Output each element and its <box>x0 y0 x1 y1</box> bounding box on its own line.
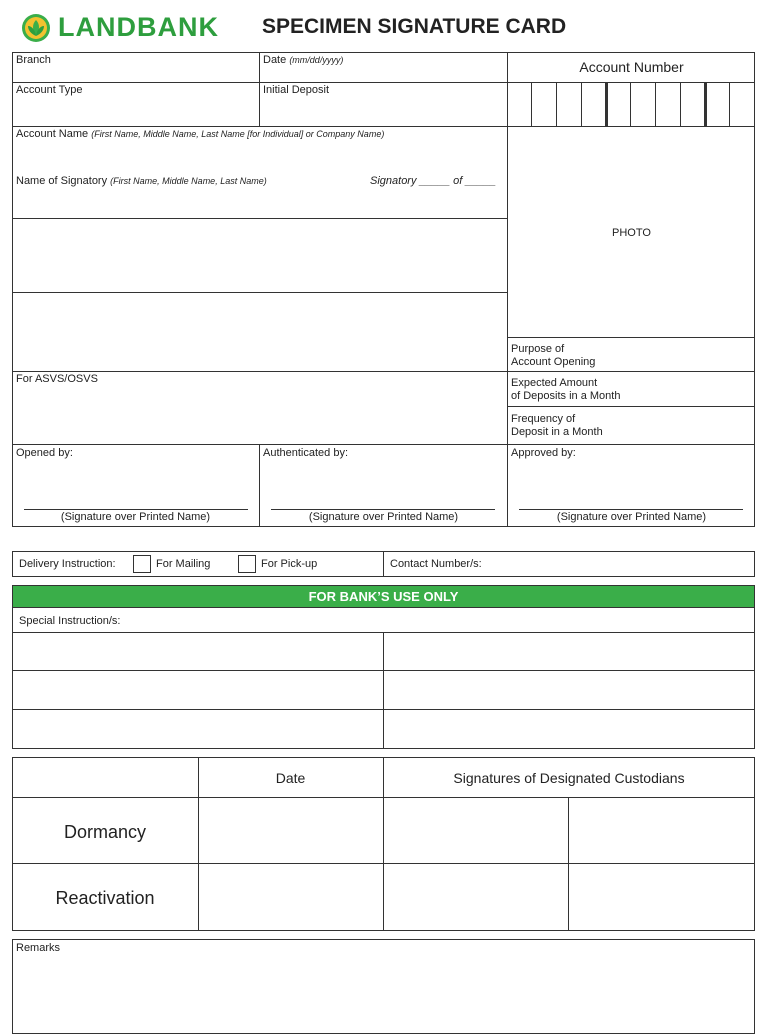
landbank-logo <box>20 12 240 44</box>
photo-placeholder: PHOTO <box>612 227 651 239</box>
delivery-instruction-label: Delivery Instruction: <box>19 558 116 570</box>
for-pickup-label: For Pick-up <box>261 558 318 570</box>
approved-by-caption: (Signature over Printed Name) <box>556 511 707 523</box>
date-field[interactable] <box>263 54 343 67</box>
for-pickup-checkbox[interactable] <box>238 555 256 573</box>
account-number-boxes[interactable] <box>508 82 755 126</box>
reactivation-label: Reactivation <box>55 888 155 908</box>
initial-deposit-field[interactable]: Initial Deposit <box>263 84 330 96</box>
special-instruction-label: Special Instruction/s: <box>19 615 121 627</box>
approved-by-label: Approved by: <box>511 447 576 459</box>
page-title: SPECIMEN SIGNATURE CARD <box>262 15 567 38</box>
frequency-line-1: Frequency of <box>511 413 576 425</box>
account-type-field[interactable]: Account Type <box>16 84 83 96</box>
signature-box-2[interactable] <box>13 293 507 371</box>
reactivation-date-cell[interactable] <box>199 864 383 930</box>
dormancy-label: Dormancy <box>63 822 147 842</box>
brand-wordmark: LANDBANK <box>58 12 219 42</box>
opened-by-caption: (Signature over Printed Name) <box>60 511 211 523</box>
branch-field[interactable]: Branch <box>16 54 51 66</box>
date-label: Date <box>263 54 287 66</box>
purpose-line-2: Account Opening <box>511 356 596 368</box>
account-name-field[interactable] <box>16 128 384 141</box>
expected-amount-field[interactable] <box>511 377 620 403</box>
signatory-count[interactable]: Signatory _____ of _____ <box>370 175 496 187</box>
date-hint: (mm/dd/yyyy) <box>289 55 344 65</box>
dormancy-date-cell[interactable] <box>199 798 383 863</box>
frequency-field[interactable] <box>511 413 603 439</box>
landbank-leaf-icon <box>20 12 52 44</box>
expected-line-1: Expected Amount <box>511 377 598 389</box>
signatory-name-field[interactable] <box>16 175 267 188</box>
expected-line-2: of Deposits in a Month <box>511 390 621 402</box>
signatory-name-hint: (First Name, Middle Name, Last Name) <box>110 176 267 186</box>
for-mailing-checkbox[interactable] <box>133 555 151 573</box>
custody-date-header: Date <box>275 770 306 786</box>
frequency-line-2: Deposit in a Month <box>511 426 603 438</box>
authenticated-by-caption: (Signature over Printed Name) <box>308 511 459 523</box>
opened-by-signature-line[interactable] <box>24 509 248 510</box>
remarks-box[interactable] <box>12 939 755 1034</box>
account-number-label: Account Number <box>579 59 684 75</box>
signatory-name-label: Name of Signatory <box>16 175 108 187</box>
signature-box-1[interactable] <box>13 219 507 292</box>
account-name-label: Account Name <box>16 128 89 140</box>
account-name-hint: (First Name, Middle Name, Last Name [for Individual] or Company Name) <box>91 129 385 139</box>
remarks-label: Remarks <box>16 942 61 954</box>
custody-signatures-header: Signatures of Designated Custodians <box>453 770 685 786</box>
contact-number-field[interactable]: Contact Number/s: <box>390 558 482 570</box>
asvs-field[interactable]: For ASVS/OSVS <box>16 373 98 385</box>
purpose-field[interactable] <box>511 343 595 369</box>
purpose-line-1: Purpose of <box>511 343 565 355</box>
authenticated-by-signature-line[interactable] <box>271 509 495 510</box>
for-mailing-label: For Mailing <box>156 558 211 570</box>
bank-use-title: FOR BANK’S USE ONLY <box>308 589 459 604</box>
special-instruction-cell[interactable] <box>13 633 383 670</box>
opened-by-label: Opened by: <box>16 447 73 459</box>
authenticated-by-label: Authenticated by: <box>263 447 349 459</box>
approved-by-signature-line[interactable] <box>519 509 743 510</box>
